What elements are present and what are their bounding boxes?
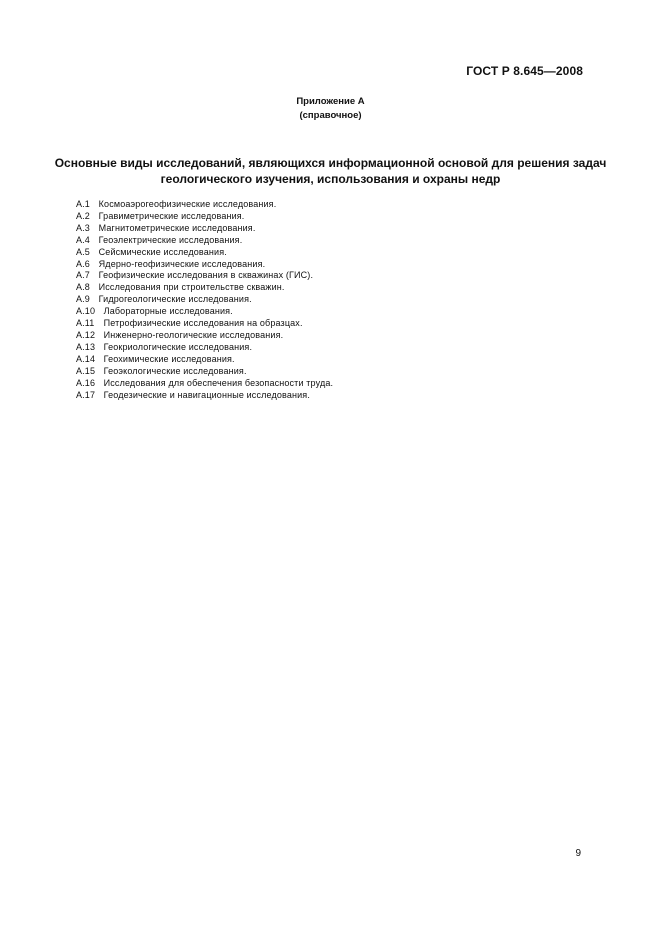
list-item — [76, 247, 333, 259]
appendix-heading — [0, 95, 661, 123]
item-text: Геоэлектрические исследования. — [98, 234, 243, 245]
item-text: Исследования для обеспечения безопасности труда. — [103, 377, 334, 388]
list-item — [76, 354, 333, 366]
item-number: А.8 — [76, 282, 90, 293]
list-item — [76, 306, 333, 318]
item-text: Геодезические и навигационные исследования. — [103, 389, 310, 400]
item-text: Петрофизические исследования на образцах. — [103, 318, 303, 329]
list-item — [76, 294, 333, 306]
item-number: А.14 — [76, 353, 96, 364]
item-number: А.11 — [76, 318, 95, 329]
item-text: Гравиметрические исследования. — [98, 210, 245, 221]
appendix-label: Приложение А — [296, 96, 365, 107]
list-item — [76, 330, 333, 342]
item-number: А.9 — [76, 294, 90, 305]
list-item — [76, 378, 333, 390]
item-text: Лабораторные исследования. — [103, 306, 233, 317]
item-text: Геокриологические исследования. — [103, 341, 253, 352]
item-number: А.10 — [76, 306, 96, 317]
item-number: А.1 — [76, 199, 90, 209]
item-number: А.3 — [76, 222, 90, 233]
item-number: А.15 — [76, 365, 96, 376]
document-title-line-1: Основные виды исследований, являющихся информационной основой для решения задач — [54, 156, 607, 170]
list-item — [76, 366, 333, 378]
item-number: А.2 — [76, 210, 90, 221]
item-text: Исследования при строительстве скважин. — [98, 282, 285, 293]
item-text: Магнитометрические исследования. — [98, 222, 256, 233]
item-number: А.7 — [76, 270, 90, 281]
item-text: Геофизические исследования в скважинах (ГИС). — [98, 270, 314, 281]
item-number: А.13 — [76, 341, 96, 352]
list-item — [76, 235, 333, 247]
list-item — [76, 270, 333, 282]
list-item — [76, 259, 333, 271]
list-item — [76, 390, 333, 402]
item-text: Гидрогеологические исследования. — [98, 294, 252, 305]
item-number: А.5 — [76, 246, 90, 257]
page-number: 9 — [575, 848, 581, 859]
item-number: А.16 — [76, 377, 96, 388]
list-item — [76, 342, 333, 354]
item-number: А.17 — [76, 389, 96, 400]
document-title — [40, 155, 621, 187]
list-item — [76, 282, 333, 294]
item-text: Геоэкологические исследования. — [103, 365, 247, 376]
list-item — [76, 211, 333, 223]
item-text: Инженерно-геологические исследования. — [103, 329, 284, 340]
appendix-type: (справочное) — [299, 110, 362, 121]
standard-code: ГОСТ Р 8.645—2008 — [466, 64, 583, 78]
list-item — [76, 223, 333, 235]
item-number: А.12 — [76, 329, 96, 340]
document-title-line-2: геологического изучения, использования и охраны недр — [160, 172, 501, 186]
research-types-list — [76, 199, 333, 401]
item-text: Геохимические исследования. — [103, 353, 235, 364]
item-number: А.6 — [76, 258, 90, 269]
item-text: Ядерно-геофизические исследования. — [98, 258, 266, 269]
item-number: А.4 — [76, 234, 90, 245]
list-item — [76, 318, 333, 330]
item-text: Сейсмические исследования. — [98, 246, 227, 257]
list-item — [76, 199, 333, 211]
item-text: Космоаэрогеофизические исследования. — [98, 199, 277, 209]
